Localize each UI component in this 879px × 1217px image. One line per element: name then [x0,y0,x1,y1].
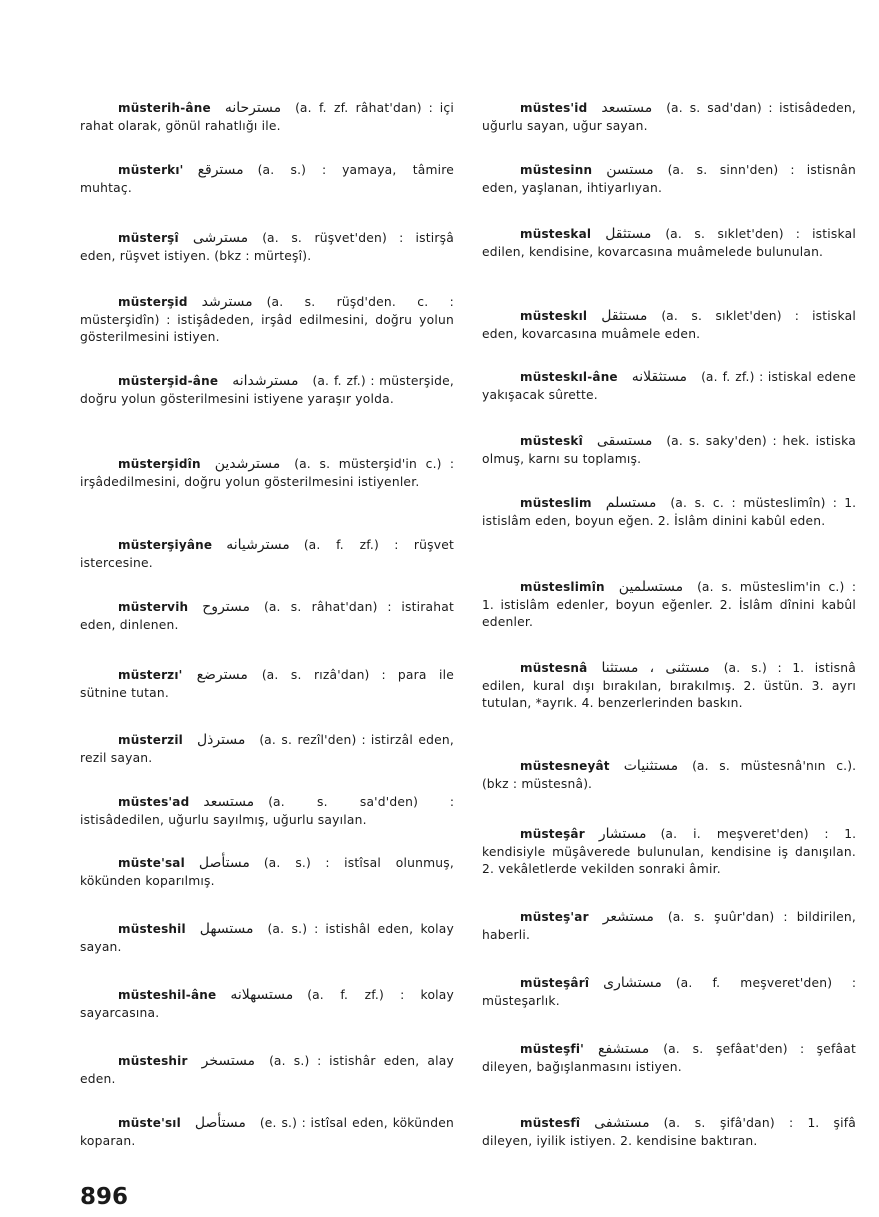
entry-arabic: مستشعر [602,909,654,925]
entry-arabic: مستثقل [601,308,648,324]
entry-definition: (a. s.) : 1. istisnâ edilen, kural dışı bırakılan, bırakılmış. 2. üstün. 3. ayrı tutulan, *ayrık. 4. benzerlerinden baskın. [482,661,856,711]
entry-arabic: مستثنيات [623,758,679,774]
entry-headword: müsteskıl [520,309,588,323]
entry-arabic: مستشفى [594,1115,650,1131]
dictionary-entry [80,456,454,491]
entry-arabic: مستأصل [198,855,250,871]
entry-headword: müsteshir [118,1054,188,1068]
entry-arabic: مستروح [202,599,251,615]
dictionary-entry [80,599,454,634]
entry-arabic: مستسهلانه [230,987,294,1003]
entry-arabic: مستسعد [601,100,653,116]
entry-definition: (a. f. meşveret'den) : müsteşarlık. [482,976,856,1008]
dictionary-entry [482,308,856,343]
entry-arabic: مستثقل [605,226,652,242]
entry-headword: müsteşfi' [520,1042,585,1056]
entry-definition: (a. i. meşveret'den) : 1. kendisiyle müşâverede bulunulan, kendisine iş danışılan. 2. vekâletlerde vekilden sonraki âmir. [482,827,856,877]
entry-definition: (a. s. rezîl'den) : istirzâl eden, rezil sayan. [80,733,454,765]
dictionary-entry [80,667,454,702]
entry-arabic: مستسخر [201,1053,256,1069]
entry-headword: müstesinn [520,163,593,177]
entry-headword: müsteskıl-âne [520,370,618,384]
entry-arabic: مسترشدين [214,456,281,472]
entry-headword: müstervih [118,600,189,614]
dictionary-entry [482,495,856,530]
entry-definition: (a. f. zf.) : kolay sayarcasına. [80,988,454,1020]
entry-arabic: مستسقى [596,433,653,449]
entry-arabic: مسترقع [197,162,244,178]
entry-definition: (a. f. zf. râhat'dan) : içi rahat olarak, gönül rahatlığı ile. [80,101,454,133]
entry-headword: müsteş'ar [520,910,589,924]
page-number: 896 [80,1184,129,1210]
entry-definition: (e. s.) : istîsal eden, kökünden koparan. [80,1116,454,1148]
entry-arabic: مسترشيانه [226,537,290,553]
entry-definition: (a. s. râhat'dan) : istirahat eden, dinlenen. [80,600,454,632]
entry-headword: müste'sıl [118,1116,181,1130]
entry-headword: müste'sal [118,856,185,870]
entry-headword: müsterşid [118,295,188,309]
entry-arabic: مسترشى [192,230,249,246]
entry-definition: (a. f. zf.) : müsterşide, doğru yolun gösterilmesini istiyene yaraşır yolda. [80,374,454,406]
dictionary-entry [80,987,454,1022]
dictionary-entry [482,660,856,713]
dictionary-entry [80,732,454,767]
entry-definition: (a. f. zf.) : istiskal edene yakışacak sûrette. [482,370,856,402]
entry-arabic: مسترذل [197,732,246,748]
entry-arabic: مستأصل [194,1115,246,1131]
dictionary-entry [80,162,454,197]
entry-arabic: مستشار [598,826,647,842]
entry-headword: müstesnâ [520,661,588,675]
entry-headword: müstes'id [520,101,588,115]
entry-headword: müstesneyât [520,759,610,773]
entry-headword: müsterşidîn [118,457,201,471]
entry-definition: (a. s. müsteslim'in c.) : 1. istislâm edenler, boyun eğenler. 2. İslâm dînini kabûl edenler. [482,580,856,630]
dictionary-entry [482,1115,856,1150]
entry-definition: (a. s. rüşvet'den) : istirşâ eden, rüşvet istiyen. (bkz : mürteşî). [80,231,454,263]
dictionary-entry [80,373,454,408]
entry-headword: müsterşiyâne [118,538,213,552]
dictionary-entry [80,921,454,956]
entry-arabic: مستسلمين [618,579,684,595]
dictionary-entry [482,579,856,632]
entry-headword: müsterzı' [118,668,183,682]
entry-headword: müsterkı' [118,163,184,177]
dictionary-entry [80,855,454,890]
dictionary-entry [80,537,454,572]
entry-headword: müsteshil-âne [118,988,217,1002]
entry-headword: müsteşâr [520,827,585,841]
entry-headword: müsterih-âne [118,101,211,115]
dictionary-entry [80,294,454,347]
entry-arabic: مستسعد [203,794,255,810]
entry-arabic: مستشارى [603,975,662,991]
entry-definition: (a. s. rüşd'den. c. : müsterşidîn) : istişâdeden, irşâd edilmesini, doğru yolun gösterilmesini istiyen. [80,295,454,345]
dictionary-entry [482,758,856,793]
dictionary-entry [80,794,454,829]
entry-definition: (a. s.) : yamaya, tâmire muhtaç. [80,163,454,195]
entry-definition: (a. s. sinn'den) : istisnân eden, yaşlanan, ihtiyarlıyan. [482,163,856,195]
entry-definition: (a. s. sıklet'den) : istiskal edilen, kendisine, kovarcasına muâmelede bulunulan. [482,227,856,259]
entry-headword: müsteslim [520,496,592,510]
entry-headword: müsteshil [118,922,186,936]
entry-headword: müsterzil [118,733,183,747]
entry-headword: müsteşârî [520,976,590,990]
entry-definition: (a. s.) : istishâl eden, kolay sayan. [80,922,454,954]
entry-definition: (a. s. sad'dan) : istisâdeden, uğurlu sayan, uğur sayan. [482,101,856,133]
dictionary-entry [80,100,454,135]
entry-definition: (a. s.) : istîsal olunmuş, kökünden koparılmış. [80,856,454,888]
entry-definition: (a. s. rızâ'dan) : para ile sütnine tutan. [80,668,454,700]
entry-arabic: مستثنى ، مستثنا [601,660,710,676]
entry-arabic: مسترشدانه [232,373,299,389]
entry-headword: müsteskal [520,227,592,241]
entry-definition: (a. s. sa'd'den) : istisâdedilen, uğurlu sayılmış, uğurlu sayılan. [80,795,454,827]
entry-arabic: مستسلم [605,495,657,511]
dictionary-entry [482,226,856,261]
entry-arabic: مستشفع [598,1041,650,1057]
dictionary-entry [482,826,856,879]
dictionary-entry [482,162,856,197]
entry-definition: (a. s. şefâat'den) : şefâat dileyen, bağışlanmasını istiyen. [482,1042,856,1074]
entry-definition: (a. s. saky'den) : hek. istiska olmuş, karnı su toplamış. [482,434,856,466]
entry-definition: (a. s. şifâ'dan) : 1. şifâ dileyen, iyilik istiyen. 2. kendisine baktıran. [482,1116,856,1148]
entry-definition: (a. s.) : istishâr eden, alay eden. [80,1054,454,1086]
entry-arabic: مسترحانه [224,100,282,116]
dictionary-entry [482,909,856,944]
entry-headword: müstesfî [520,1116,581,1130]
dictionary-entry [80,1115,454,1150]
entry-arabic: مستسهل [199,921,254,937]
dictionary-entry [482,975,856,1010]
entry-definition: (a. f. zf.) : rüşvet istercesine. [80,538,454,570]
dictionary-entry [482,433,856,468]
entry-arabic: مسترضع [196,667,248,683]
entry-definition: (a. s. sıklet'den) : istiskal eden, kovarcasına muâmele eden. [482,309,856,341]
entry-arabic: مستثقلانه [631,369,688,385]
entry-headword: müsteslimîn [520,580,605,594]
entry-definition: (a. s. müstesnâ'nın c.). (bkz : müstesnâ). [482,759,856,791]
entry-headword: müstes'ad [118,795,190,809]
entry-definition: (a. s. müsterşid'in c.) : irşâdedilmesini, doğru yolun gösterilmesini istiyenler. [80,457,454,489]
dictionary-entry [80,230,454,265]
entry-arabic: مسترشد [201,294,253,310]
dictionary-entry [482,100,856,135]
entry-headword: müsteskî [520,434,583,448]
entry-definition: (a. s. şuûr'dan) : bildirilen, haberli. [482,910,856,942]
dictionary-entry [482,1041,856,1076]
dictionary-entry [80,1053,454,1088]
entry-arabic: مستسن [606,162,654,178]
entry-headword: müsterşid-âne [118,374,219,388]
entry-definition: (a. s. c. : müsteslimîn) : 1. istislâm eden, boyun eğen. 2. İslâm dinini kabûl eden. [482,496,856,528]
dictionary-entry [482,369,856,404]
entry-headword: müsterşî [118,231,179,245]
